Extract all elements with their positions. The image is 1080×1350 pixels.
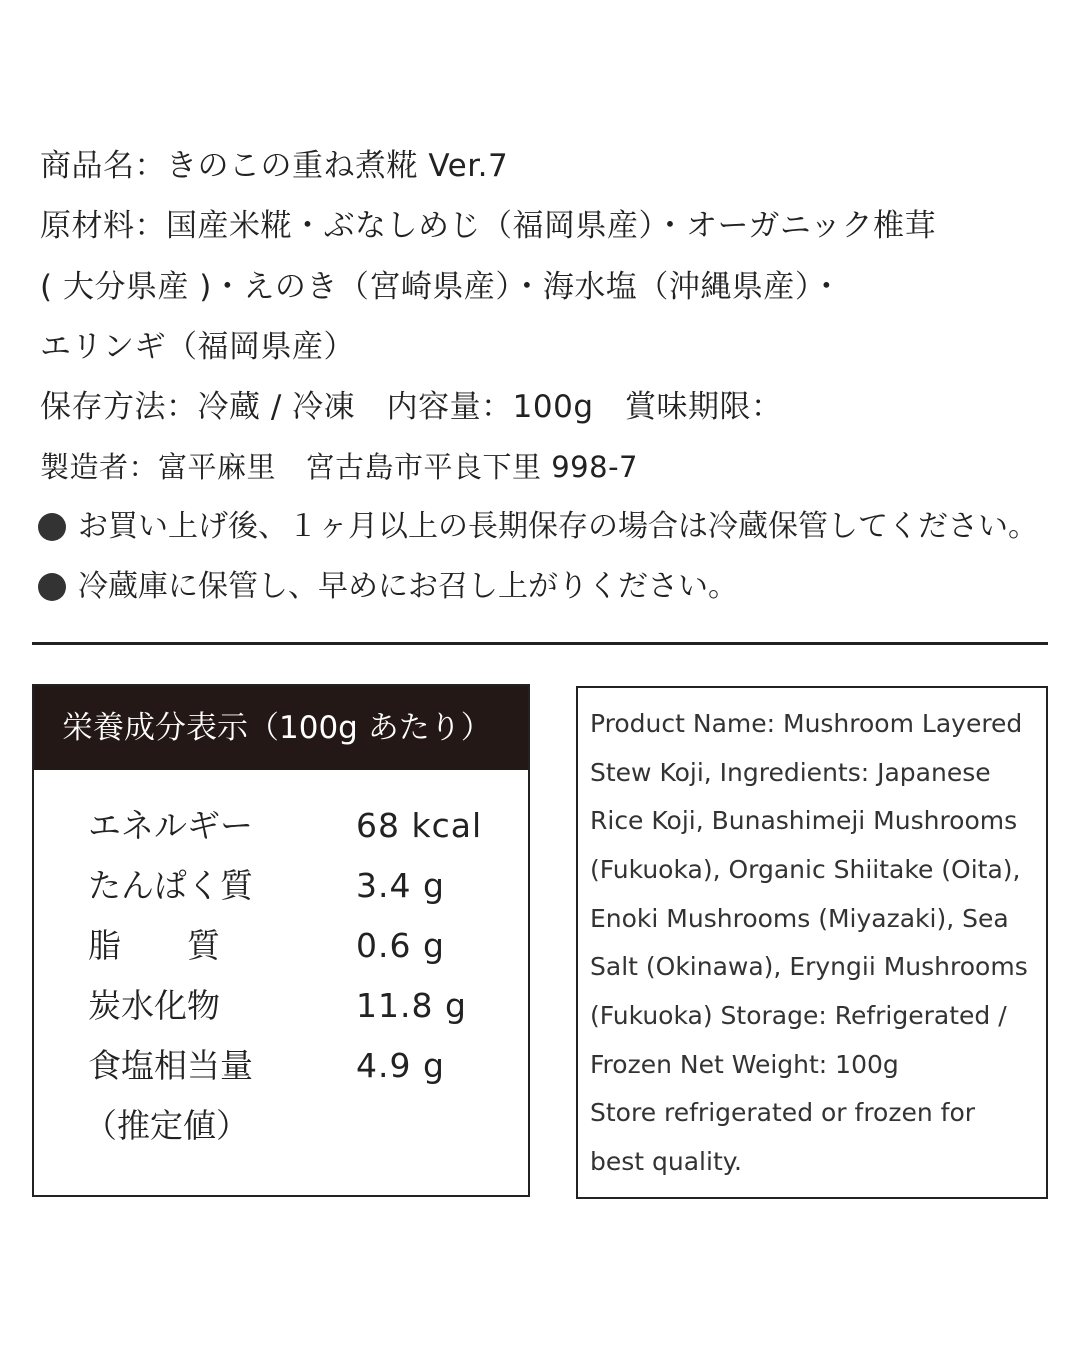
note-text: 冷蔵庫に保管し、早めにお召し上がりください。 bbox=[78, 569, 738, 604]
english-line: (Fukuoka), Organic Shiitake (Oita), bbox=[590, 855, 1021, 884]
nutrition-facts-box bbox=[32, 684, 530, 1197]
ingredients-line-3: エリンギ（福岡県産） bbox=[40, 329, 355, 365]
bullet-dot-icon bbox=[38, 513, 66, 541]
section-divider bbox=[32, 642, 1048, 645]
nutrition-value: 68 kcal bbox=[356, 806, 483, 845]
nutrition-value: 3.4 g bbox=[356, 866, 445, 905]
note-item bbox=[38, 507, 1038, 547]
manufacturer-line: 製造者：富平麻里 宮古島市平良下里 998-7 bbox=[40, 450, 638, 484]
english-line: best quality. bbox=[590, 1147, 742, 1176]
ingredients-line-2: ( 大分県産 )・えのき（宮崎県産）・海水塩（沖縄県産）・ bbox=[40, 269, 843, 305]
nutrition-value: 4.9 g bbox=[356, 1046, 445, 1085]
product-name-line: 商品名：きのこの重ね煮糀 Ver.7 bbox=[40, 148, 509, 184]
nutrition-title: 栄養成分表示（100g あたり） bbox=[34, 686, 528, 770]
english-line: Enoki Mushrooms (Miyazaki), Sea bbox=[590, 904, 1009, 933]
nutrition-label: エネルギー bbox=[88, 806, 253, 845]
nutrition-label: （推定値） bbox=[84, 1106, 249, 1145]
english-line: Frozen Net Weight: 100g bbox=[590, 1050, 899, 1079]
english-description-box bbox=[576, 686, 1048, 1199]
english-line: Store refrigerated or frozen for bbox=[590, 1098, 976, 1127]
nutrition-value: 0.6 g bbox=[356, 926, 445, 965]
nutrition-label: 脂 質 bbox=[88, 926, 220, 965]
storage-line: 保存方法：冷蔵 / 冷凍 内容量：100g 賞味期限： bbox=[40, 389, 783, 425]
english-line: Rice Koji, Bunashimeji Mushrooms bbox=[590, 806, 1018, 835]
english-line: (Fukuoka) Storage: Refrigerated / bbox=[590, 1001, 1007, 1030]
english-line: Salt (Okinawa), Eryngii Mushrooms bbox=[590, 952, 1028, 981]
note-item bbox=[38, 567, 738, 607]
nutrition-value: 11.8 g bbox=[356, 986, 467, 1025]
bullet-dot-icon bbox=[38, 573, 66, 601]
nutrition-label: たんぱく質 bbox=[88, 866, 253, 905]
nutrition-label: 炭水化物 bbox=[88, 986, 220, 1025]
note-text: お買い上げ後、１ヶ月以上の長期保存の場合は冷蔵保管してください。 bbox=[78, 509, 1038, 544]
ingredients-line-1: 原材料：国産米糀・ぶなしめじ（福岡県産）・オーガニック椎茸 bbox=[40, 208, 937, 244]
nutrition-label: 食塩相当量 bbox=[88, 1046, 253, 1085]
english-line: Product Name: Mushroom Layered bbox=[590, 709, 1023, 738]
english-line: Stew Koji, Ingredients: Japanese bbox=[590, 758, 991, 787]
